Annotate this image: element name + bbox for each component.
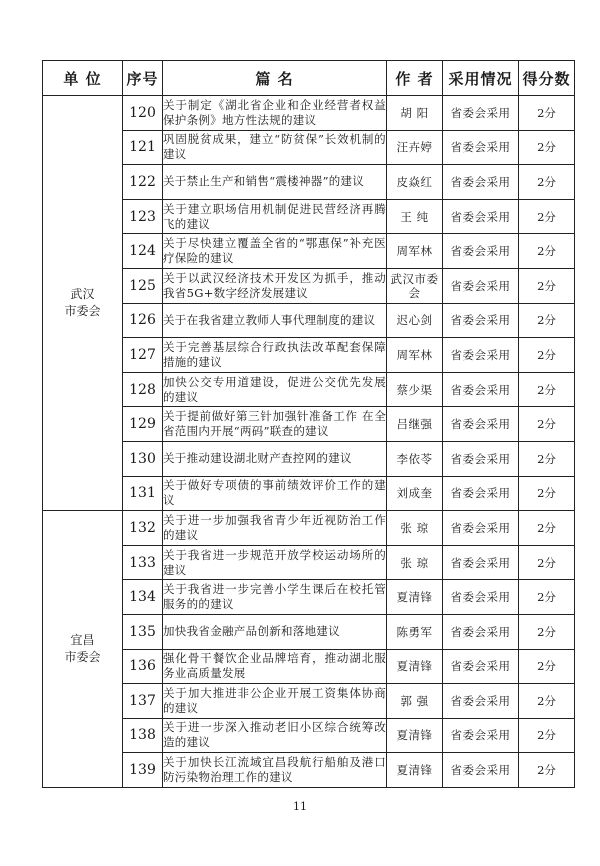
author-cell: 蔡少渠 [387,372,443,407]
unit-name: 武汉 市委会 [64,287,101,319]
adoption-status-cell: 省委会采用 [443,268,519,303]
adoption-status-cell: 省委会采用 [443,303,519,338]
author-cell: 周军林 [387,234,443,269]
unit-cell [43,511,123,788]
serial-number-cell: 135 [123,614,163,649]
adoption-status-cell: 省委会采用 [443,649,519,684]
score-cell: 2分 [519,96,575,131]
serial-number-cell: 122 [123,165,163,200]
serial-number-cell: 128 [123,372,163,407]
title-cell: 关于禁止生产和销售“震楼神器”的建议 [163,165,387,200]
unit-cell [43,96,123,511]
adoption-status-cell: 省委会采用 [443,130,519,165]
serial-number-cell: 125 [123,268,163,303]
author-cell: 夏清锋 [387,753,443,788]
author-cell: 夏清锋 [387,718,443,753]
adoption-status-cell: 省委会采用 [443,718,519,753]
header-title: 篇 名 [163,61,387,96]
table-row [43,441,575,476]
title-cell: 强化骨干餐饮企业品牌培育，推动湖北服务业高质量发展 [163,649,387,684]
score-cell: 2分 [519,303,575,338]
author-cell: 刘成奎 [387,476,443,511]
author-cell: 夏清锋 [387,580,443,615]
header-unit: 单 位 [43,61,123,96]
table-row [43,165,575,200]
table-row [43,614,575,649]
author-cell: 胡 阳 [387,96,443,131]
table-row [43,753,575,788]
table-row [43,407,575,442]
header-adoption-status: 采用情况 [443,61,519,96]
title-cell: 加快公交专用道建设，促进公交优先发展的建议 [163,372,387,407]
score-cell: 2分 [519,476,575,511]
table-row [43,199,575,234]
score-cell: 2分 [519,441,575,476]
serial-number-cell: 132 [123,511,163,546]
serial-number-cell: 130 [123,441,163,476]
adoption-status-cell: 省委会采用 [443,580,519,615]
proposal-table [42,60,575,788]
table-row [43,718,575,753]
adoption-status-cell: 省委会采用 [443,511,519,546]
author-cell: 吕继强 [387,407,443,442]
table-row [43,580,575,615]
title-cell: 关于在我省建立教师人事代理制度的建议 [163,303,387,338]
serial-number-cell: 137 [123,684,163,719]
score-cell: 2分 [519,684,575,719]
table-row [43,649,575,684]
adoption-status-cell: 省委会采用 [443,234,519,269]
adoption-status-cell: 省委会采用 [443,407,519,442]
header-score: 得分数 [519,61,575,96]
table-row [43,372,575,407]
serial-number-cell: 126 [123,303,163,338]
author-cell: 李依苓 [387,441,443,476]
score-cell: 2分 [519,580,575,615]
title-cell: 巩固脱贫成果，建立“防贫保”长效机制的建议 [163,130,387,165]
author-cell: 张 琼 [387,511,443,546]
serial-number-cell: 136 [123,649,163,684]
adoption-status-cell: 省委会采用 [443,165,519,200]
adoption-status-cell: 省委会采用 [443,614,519,649]
table-row [43,268,575,303]
title-cell: 关于以武汉经济技术开发区为抓手，推动我省5G+数字经济发展建议 [163,268,387,303]
title-cell: 关于尽快建立覆盖全省的“鄂惠保”补充医疗保险的建议 [163,234,387,269]
title-cell: 关于进一步加强我省青少年近视防治工作的建议 [163,511,387,546]
title-cell: 关于我省进一步规范开放学校运动场所的建议 [163,545,387,580]
serial-number-cell: 131 [123,476,163,511]
author-cell: 周军林 [387,338,443,373]
serial-number-cell: 127 [123,338,163,373]
title-cell: 加快我省金融产品创新和落地建议 [163,614,387,649]
score-cell: 2分 [519,511,575,546]
table-row [43,234,575,269]
score-cell: 2分 [519,718,575,753]
score-cell: 2分 [519,545,575,580]
author-cell: 王 纯 [387,199,443,234]
author-cell: 汪卉婷 [387,130,443,165]
serial-number-cell: 139 [123,753,163,788]
adoption-status-cell: 省委会采用 [443,753,519,788]
score-cell: 2分 [519,649,575,684]
unit-name: 宜昌 市委会 [64,633,101,664]
score-cell: 2分 [519,614,575,649]
score-cell: 2分 [519,199,575,234]
title-cell: 关于提前做好第三针加强针准备工作 在全省范围内开展“两码”联查的建议 [163,407,387,442]
adoption-status-cell: 省委会采用 [443,684,519,719]
author-cell: 皮焱红 [387,165,443,200]
serial-number-cell: 138 [123,718,163,753]
table-row [43,130,575,165]
score-cell: 2分 [519,407,575,442]
serial-number-cell: 121 [123,130,163,165]
author-cell: 张 琼 [387,545,443,580]
score-cell: 2分 [519,268,575,303]
adoption-status-cell: 省委会采用 [443,96,519,131]
score-cell: 2分 [519,165,575,200]
score-cell: 2分 [519,338,575,373]
score-cell: 2分 [519,130,575,165]
score-cell: 2分 [519,234,575,269]
author-cell: 郭 强 [387,684,443,719]
table-row [43,684,575,719]
title-cell: 关于进一步深入推动老旧小区综合统筹改造的建议 [163,718,387,753]
table-row [43,303,575,338]
author-cell: 夏清锋 [387,649,443,684]
table-row [43,476,575,511]
table-row [43,545,575,580]
serial-number-cell: 134 [123,580,163,615]
adoption-status-cell: 省委会采用 [443,441,519,476]
serial-number-cell: 124 [123,234,163,269]
title-cell: 关于我省进一步完善小学生课后在校托管服务的的建议 [163,580,387,615]
author-cell: 武汉市委会 [387,268,443,303]
table-row [43,96,575,131]
header-serial-number: 序号 [123,61,163,96]
title-cell: 关于加大推进非公企业开展工资集体协商的建议 [163,684,387,719]
author-cell: 陈勇军 [387,614,443,649]
score-cell: 2分 [519,753,575,788]
page-number: 11 [293,800,307,813]
serial-number-cell: 123 [123,199,163,234]
score-cell: 2分 [519,372,575,407]
header-author: 作 者 [387,61,443,96]
title-cell: 关于加快长江流域宜昌段航行船舶及港口防污染物治理工作的建议 [163,753,387,788]
table-row [43,338,575,373]
table-header-row [43,61,575,96]
adoption-status-cell: 省委会采用 [443,476,519,511]
table-body [43,96,575,788]
adoption-status-cell: 省委会采用 [443,338,519,373]
adoption-status-cell: 省委会采用 [443,199,519,234]
table-row [43,511,575,546]
title-cell: 关于完善基层综合行政执法改革配套保障措施的建议 [163,338,387,373]
serial-number-cell: 133 [123,545,163,580]
adoption-status-cell: 省委会采用 [443,545,519,580]
author-cell: 迟心剑 [387,303,443,338]
serial-number-cell: 120 [123,96,163,131]
title-cell: 关于做好专项债的事前绩效评价工作的建议 [163,476,387,511]
title-cell: 关于推动建设湖北财产查控网的建议 [163,441,387,476]
serial-number-cell: 129 [123,407,163,442]
title-cell: 关于制定《湖北省企业和企业经营者权益保护条例》地方性法规的建议 [163,96,387,131]
title-cell: 关于建立职场信用机制促进民营经济再腾飞的建议 [163,199,387,234]
adoption-status-cell: 省委会采用 [443,372,519,407]
